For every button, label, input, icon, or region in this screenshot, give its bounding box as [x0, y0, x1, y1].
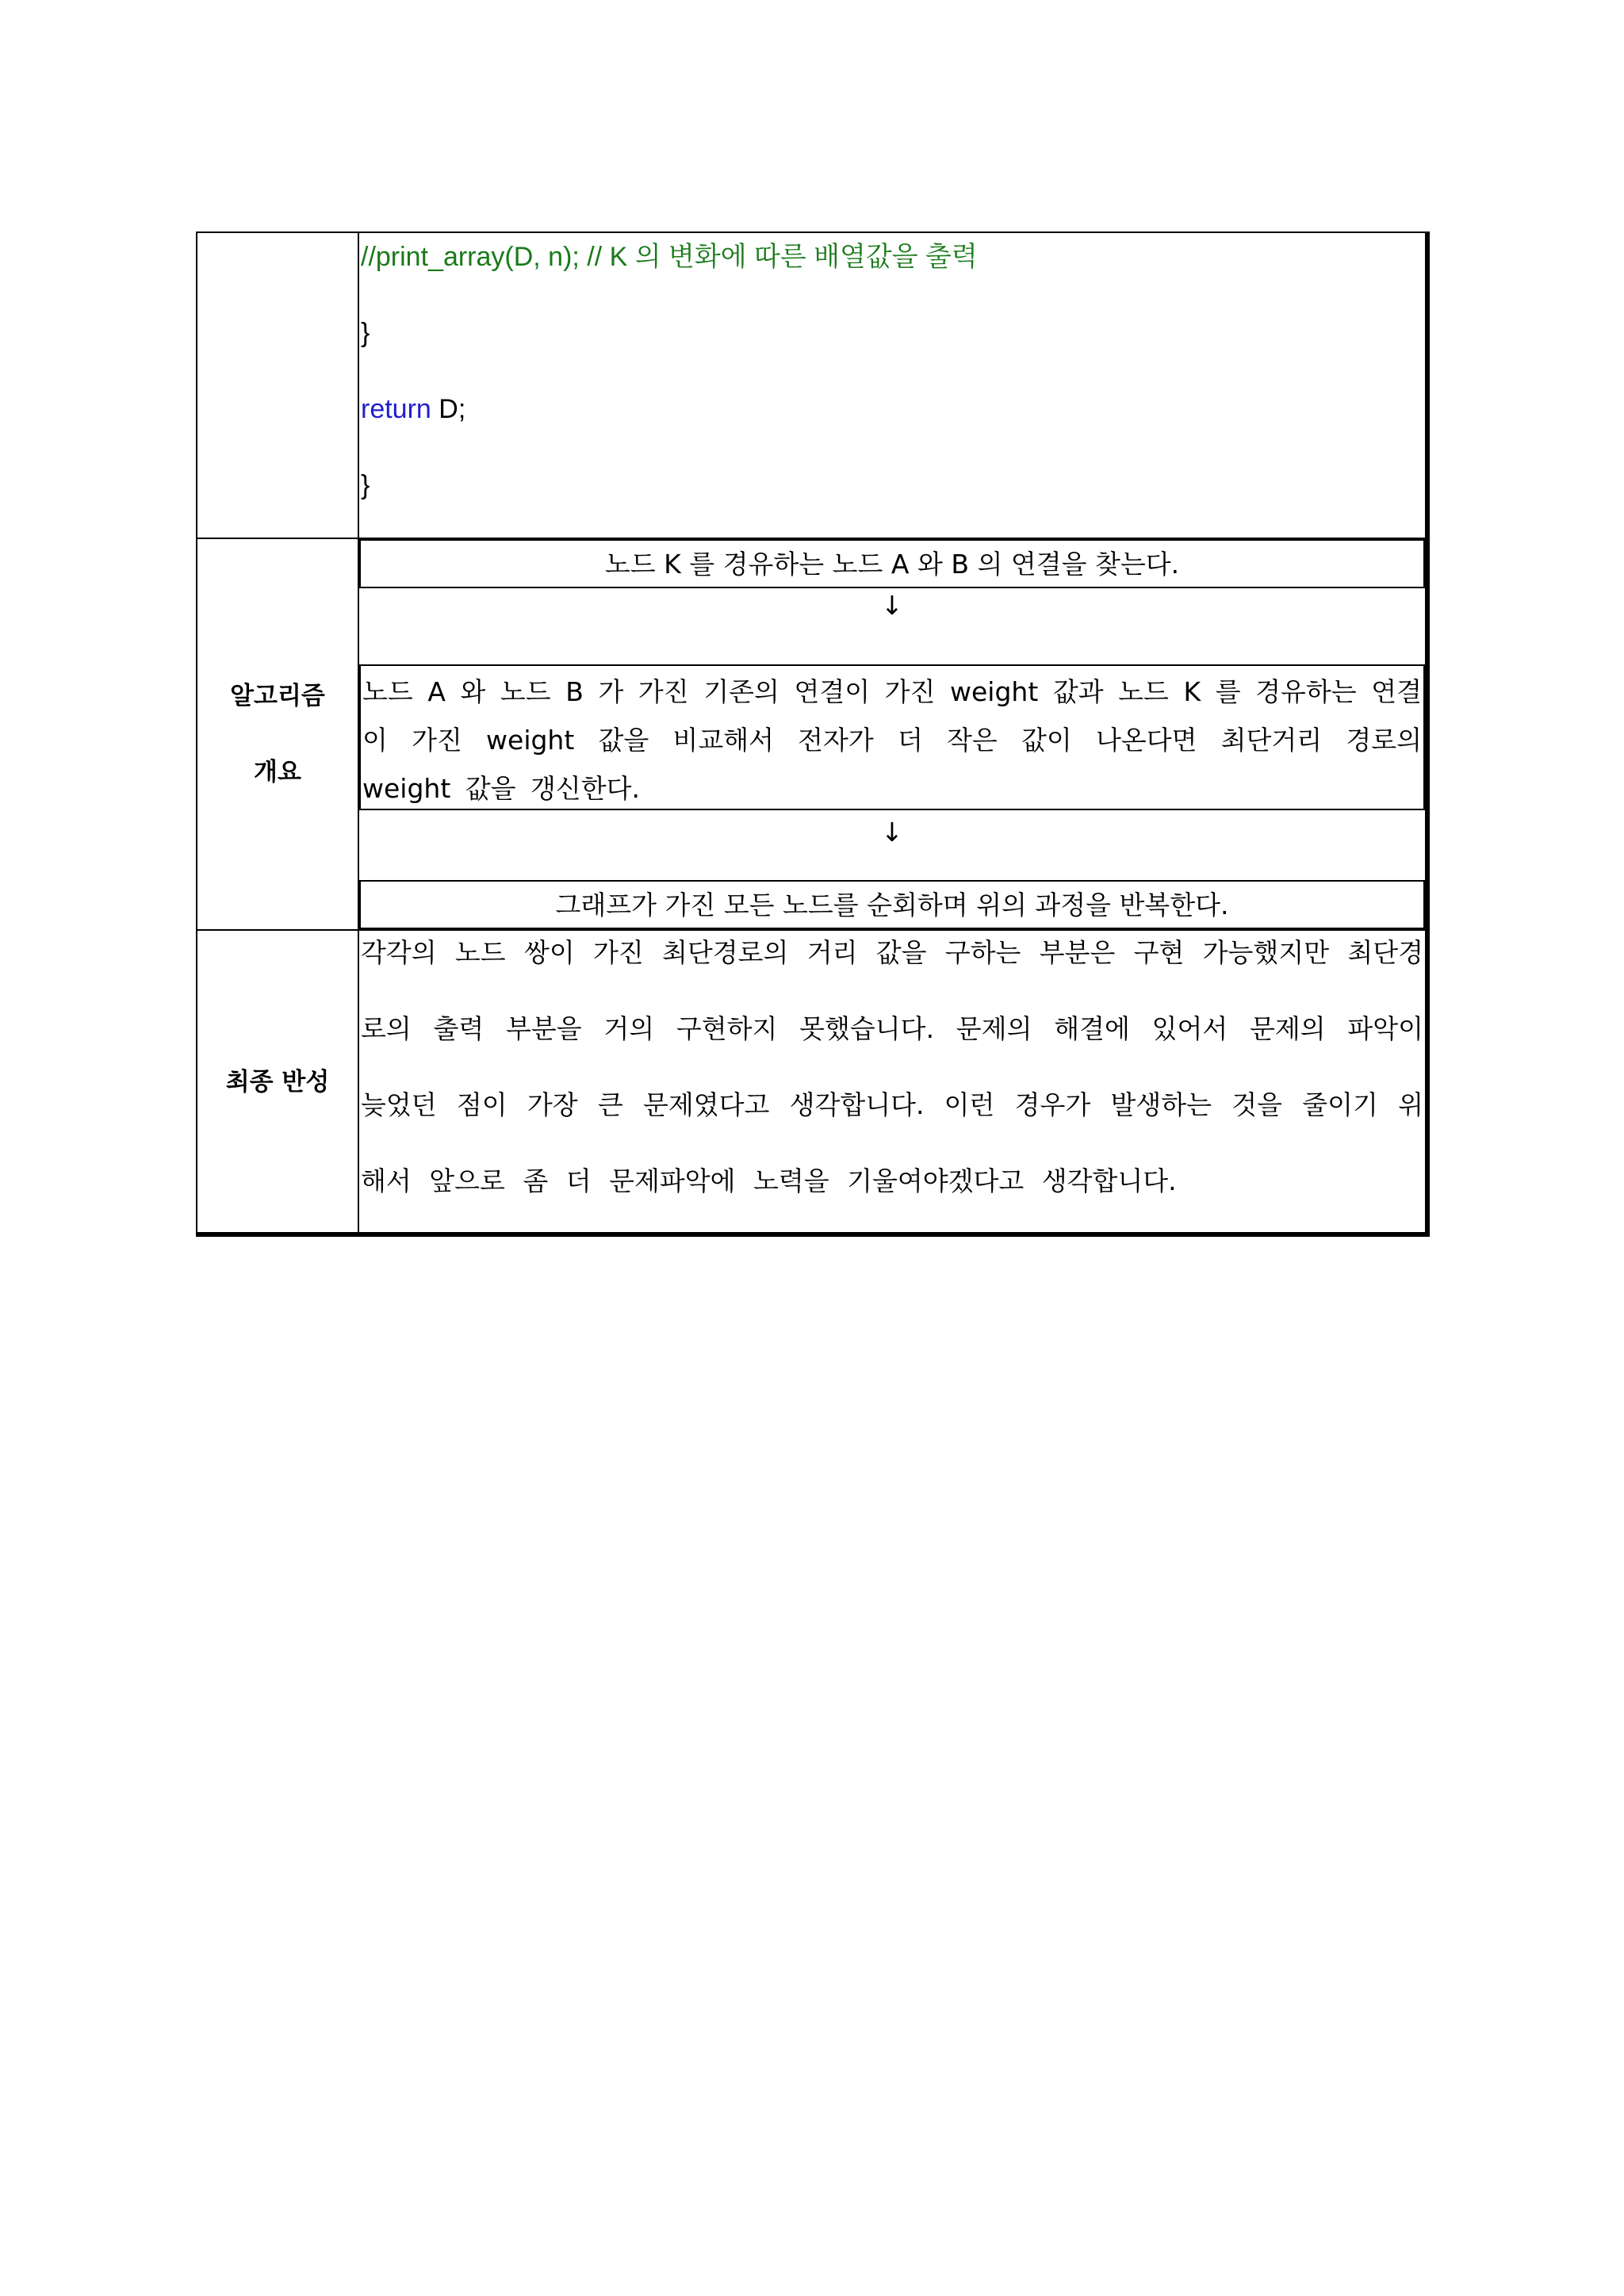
overview-step-2: 노드 A 와 노드 B 가 가진 기존의 연결이 가진 weight 값과 노드 K 를 경유하는 연결이 가진 weight 값을 비교해서 전자가 더 작은 값이 나온다면 최단거리 경로의 weight 값을 갱신한다. — [359, 664, 1425, 810]
reflection-cell — [359, 931, 1425, 1234]
overview-label-line2: 개요 — [254, 758, 301, 786]
overview-cell — [359, 539, 1425, 929]
code-closing-brace-final: } — [361, 470, 370, 500]
code-closing-brace: } — [361, 318, 370, 348]
code-return-keyword: return — [361, 394, 431, 424]
overview-step-1: 노드 K 를 경유하는 노드 A 와 B 의 연결을 찾는다. — [359, 539, 1425, 588]
overview-arrow-2: ↓ — [881, 817, 903, 848]
code-comment-line: //print_array(D, n); // K 의 변화에 따른 배열값을 출력 — [361, 242, 978, 272]
overview-step-3: 그래프가 가진 모든 노드를 순회하며 위의 과정을 반복한다. — [359, 880, 1425, 929]
code-label-cell — [197, 233, 359, 538]
document-table — [196, 232, 1430, 1237]
code-return-value: D; — [431, 394, 466, 424]
reflection-label: 최종 반성 — [225, 1068, 330, 1096]
reflection-label-cell — [197, 931, 359, 1234]
reflection-text: 각각의 노드 쌍이 가진 최단경로의 거리 값을 구하는 부분은 구현 가능했지만 최단경로의 출력 부분을 거의 구현하지 못했습니다. 문제의 해결에 있어서 문제의 파악이 늦었던 점이 가장 큰 문제였다고 생각합니다. 이런 경우가 발생하는 것을 줄이기 위해서 앞으로 좀 더 문제파악에 노력을 기울여야겠다고 생각합니다. — [361, 937, 1423, 1196]
overview-arrow-1: ↓ — [881, 590, 903, 621]
overview-label-cell — [197, 539, 359, 929]
code-cell — [359, 233, 1425, 538]
code-return-line — [361, 393, 465, 425]
overview-label-line1: 알고리즘 — [230, 682, 325, 710]
